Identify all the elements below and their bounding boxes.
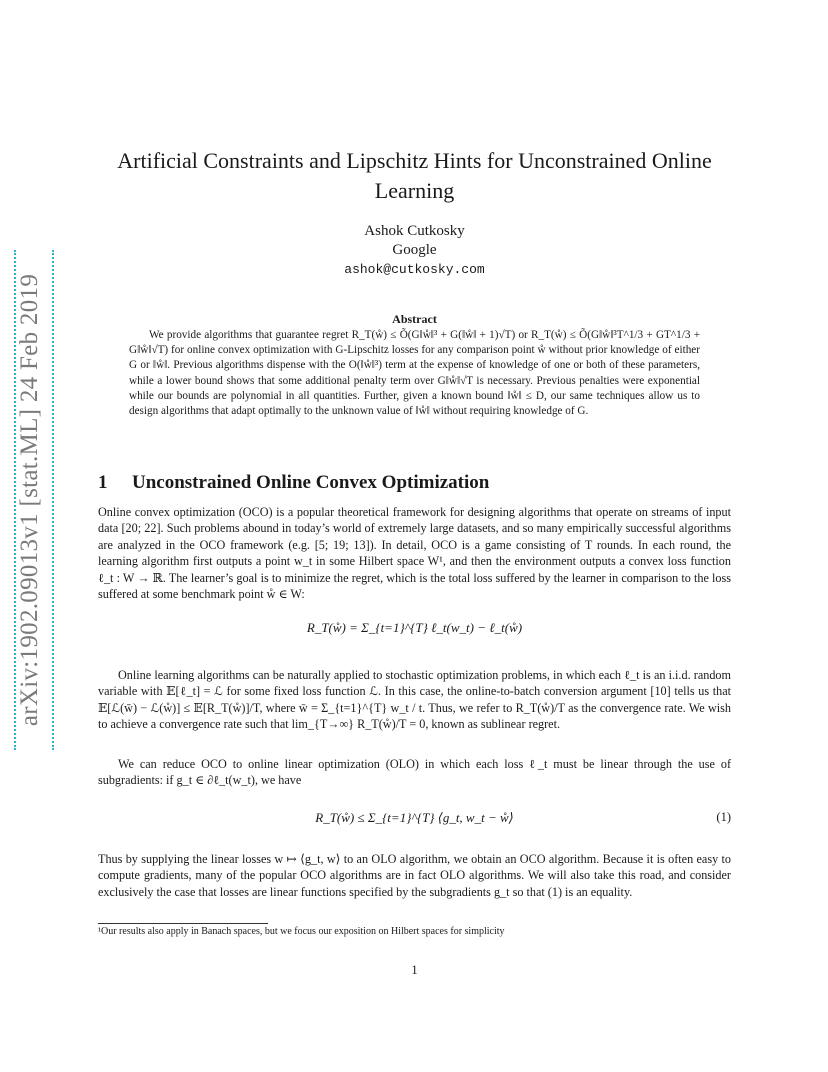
title-line-2: Learning xyxy=(374,178,455,203)
equation-1-number: (1) xyxy=(716,810,731,824)
paragraph-3 xyxy=(98,756,731,789)
abstract-text: We provide algorithms that guarantee regret R_T(ẘ) ≤ Õ(G‖ẘ‖³ + G(‖ẘ‖ + 1)√T) or R_T(ẘ) ≤ Õ(G‖ẘ‖³T^1/3 + GT^1/3 + G‖ẘ‖√T) for online convex optimization with G-Lipschitz losses for any comparison point ẘ without prior knowledge of either G or ‖ẘ‖. Previous algorithms dispense with the O(‖ẘ‖³) term at the expense of knowledge of one or both of these parameters, while a lower bound shows that some additional penalty term over G‖ẘ‖√T is necessary. Previous penalties were exponential while our bounds are polynomial in all quantities. Further, given a known bound ‖ẘ‖ ≤ D, our same techniques allow us to design algorithms that adapt optimally to the unknown value of ‖ẘ‖ without requiring knowledge of G. xyxy=(129,329,700,418)
abstract-heading: Abstract xyxy=(392,312,437,326)
author-affiliation: Google xyxy=(392,242,437,258)
paragraph-2-text: Online learning algorithms can be naturally applied to stochastic optimization problems, in which each ℓ_t is an i.i.d. random variable with 𝔼[ℓ_t] = ℒ for some fixed loss function ℒ. In this case, the online-to-batch conversion argument [10] tells us that 𝔼[ℒ(w̄) − ℒ(ẘ)] ≤ 𝔼[R_T(ẘ)]/T, where w̄ = Σ_{t=1}^{T} w_t / t. Thus, we refer to R_T(ẘ)/T as the convergence rate. We wish to achieve a convergence rate such that lim_{T→∞} R_T(ẘ)/T = 0, known as sublinear regret. xyxy=(98,668,731,732)
footnote xyxy=(98,925,731,938)
paper-title xyxy=(98,146,731,206)
author-block xyxy=(98,222,731,279)
arxiv-stamp xyxy=(6,250,54,750)
equation-1 xyxy=(98,810,731,826)
paragraph-1 xyxy=(98,504,731,602)
equation-regret xyxy=(98,620,731,636)
author-name: Ashok Cutkosky xyxy=(364,223,465,239)
section-title-text: Unconstrained Online Convex Optimization xyxy=(132,472,490,493)
paragraph-3-text: We can reduce OCO to online linear optimization (OLO) in which each loss ℓ_t must be linear through the use of subgradients: if g_t ∈ ∂ℓ_t(w_t), we have xyxy=(98,757,731,788)
footnote-text: ¹Our results also apply in Banach spaces, but we focus our exposition on Hilbert spaces for simplicity xyxy=(98,926,505,937)
author-email[interactable]: ashok@cutkosky.com xyxy=(344,262,485,277)
paragraph-4 xyxy=(98,851,731,900)
arxiv-stamp-text: arXiv:1902.09013v1 [stat.ML] 24 Feb 2019 xyxy=(16,273,44,727)
paragraph-1-text: Online convex optimization (OCO) is a popular theoretical framework for designing algorithms that operate on streams of input data [20; 22]. Such problems abound in today’s world of extremely large datasets, and so many empirically successful algorithms are analyzed in the OCO framework (e.g. [5; 19; 13]). In detail, OCO is a game consisting of T rounds. In each round, the learning algorithm first outputs a point w_t in some Hilbert space W¹, and then the environment outputs a convex loss function ℓ_t : W → ℝ. The learner’s goal is to minimize the regret, which is the total loss suffered by the learner in comparison to the loss suffered at some benchmark point ẘ ∈ W: xyxy=(98,505,731,602)
equation-1-text: R_T(ẘ) ≤ Σ_{t=1}^{T} ⟨g_t, w_t − ẘ⟩ xyxy=(315,810,514,825)
paragraph-4-text: Thus by supplying the linear losses w ↦ ⟨g_t, w⟩ to an OLO algorithm, we obtain an OCO algorithm. Because it is often easy to compute gradients, many of the popular OCO algorithms are in fact OLO algorithms. We will also take this road, and consider exclusively the case that losses are linear functions specified by the subgradients g_t so that (1) is an equality. xyxy=(98,852,731,899)
footnote-rule xyxy=(98,923,268,924)
equation-regret-text: R_T(ẘ) = Σ_{t=1}^{T} ℓ_t(w_t) − ℓ_t(ẘ) xyxy=(306,620,523,635)
paragraph-2 xyxy=(98,667,731,733)
page-number: 1 xyxy=(411,963,418,977)
section-heading xyxy=(98,472,731,494)
title-line-1: Artificial Constraints and Lipschitz Hints for Unconstrained Online xyxy=(117,148,712,173)
abstract-body xyxy=(129,328,700,419)
section-number: 1 xyxy=(98,472,108,493)
